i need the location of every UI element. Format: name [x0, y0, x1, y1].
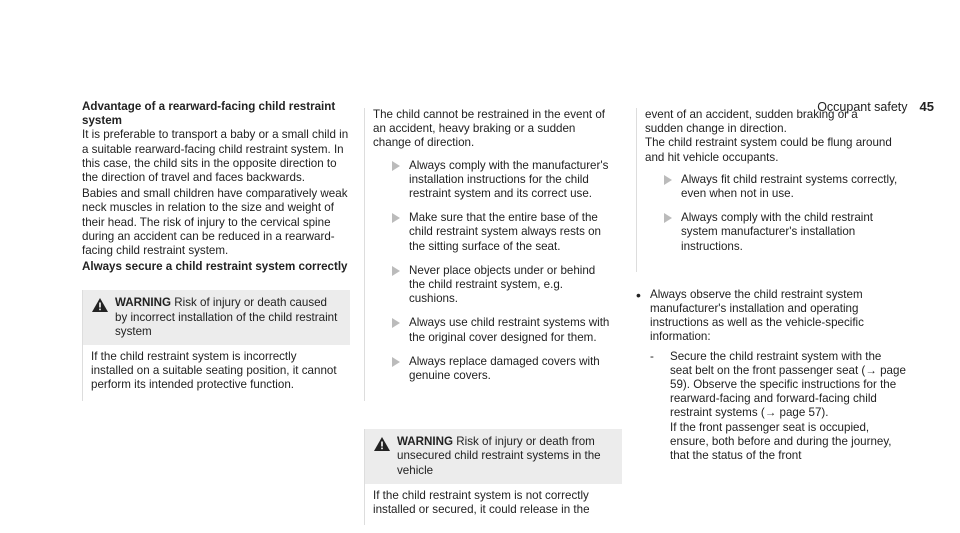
- sub-item-text-occupied: If the front passenger seat is occupied, ensure, both before and during the journey, that the status of the front: [670, 420, 892, 463]
- list-item-observe: [636, 288, 906, 463]
- list-item: Always use child restraint systems with the original cover designed for them.: [373, 316, 614, 344]
- warning-box-unsecured: [364, 429, 622, 525]
- sub-item-secure: [650, 350, 906, 464]
- arrow-bullet-icon: [391, 265, 401, 277]
- instruction-list: [645, 173, 898, 254]
- page-number: 45: [919, 99, 934, 114]
- list-item: Make sure that the entire base of the child restraint system always rests on the sitting surface of the seat.: [373, 211, 614, 254]
- column-1: [82, 100, 350, 401]
- paragraph-preferable: It is preferable to transport a baby or a small child in a suitable rearward-facing child restraint system. In this case, the child sits in the opposite direction to the direction of travel and faces backwards.: [82, 128, 349, 185]
- warning-triangle-icon: [91, 297, 109, 313]
- warning-header: [83, 290, 350, 345]
- paragraph-event-continued: event of an accident, sudden braking or a sudden change in direction.: [645, 108, 858, 136]
- warning-continuation: [636, 108, 906, 272]
- section-title: Occupant safety: [817, 100, 908, 114]
- warning-body: If the child restraint system is not correctly installed or secured, it could release in the: [373, 488, 590, 517]
- warning-continuation: [364, 108, 622, 401]
- item-text: Always observe the child restraint system manufacturer's installation and operating instructions as well as the vehicle-specific information:: [650, 287, 864, 344]
- warning-body: If the child restraint system is incorrectly installed on a suitable seating position, it cannot perform its intended protective function.: [91, 350, 337, 392]
- arrow-bullet-icon: [663, 174, 673, 186]
- column-3: [636, 108, 906, 463]
- arrow-bullet-icon: [391, 356, 401, 368]
- list-item: Always replace damaged covers with genuine covers.: [373, 355, 614, 383]
- column-2: [364, 108, 622, 525]
- sub-item-text: Secure the child restraint system with the seat belt on the front passenger seat (→ page 59). Observe the specific instructions for the rearward-facing and forward-facing child restraint systems (→ page 57).: [670, 349, 906, 420]
- arrow-bullet-icon: [391, 160, 401, 172]
- arrow-bullet-icon: [663, 212, 673, 224]
- heading-rearward-advantage: Advantage of a rearward-facing child restraint system: [82, 100, 336, 128]
- dash-bullet-icon: -: [650, 349, 654, 363]
- warning-text: Risk of injury or death caused by incorrect installation of the child restraint system: [115, 296, 338, 338]
- instruction-list: [373, 159, 614, 384]
- bullet-dot-icon: •: [636, 286, 641, 303]
- arrow-bullet-icon: [391, 317, 401, 329]
- warning-text: Risk of injury or death from unsecured child restraint systems in the vehicle: [397, 435, 601, 477]
- arrow-bullet-icon: [391, 212, 401, 224]
- list-item: Never place objects under or behind the child restraint system, e.g. cushions.: [373, 264, 614, 307]
- list-item: Always comply with the manufacturer's installation instructions for the child restraint system and its correct use.: [373, 159, 614, 202]
- warning-triangle-icon: [373, 436, 391, 452]
- warning-label: WARNING: [397, 435, 454, 449]
- paragraph-flung: The child restraint system could be flung around and hit vehicle occupants.: [645, 136, 892, 164]
- list-item: Always fit child restraint systems correctly, even when not in use.: [645, 173, 898, 201]
- paragraph-restraint-intro: The child cannot be restrained in the event of an accident, heavy braking or a sudden change of direction.: [373, 108, 606, 150]
- warning-header: [365, 429, 622, 484]
- warning-box-installation: [82, 290, 350, 400]
- paragraph-neck-muscles: Babies and small children have comparatively weak neck muscles in relation to the size and weight of their head. The risk of injury to the cervical spine during an accident can be reduced in a rearward-facing child restraint system.: [82, 187, 348, 258]
- warning-label: WARNING: [115, 296, 172, 310]
- list-item: Always comply with the child restraint system manufacturer's installation instructions.: [645, 211, 898, 254]
- heading-secure-correctly: Always secure a child restraint system correctly: [82, 260, 348, 274]
